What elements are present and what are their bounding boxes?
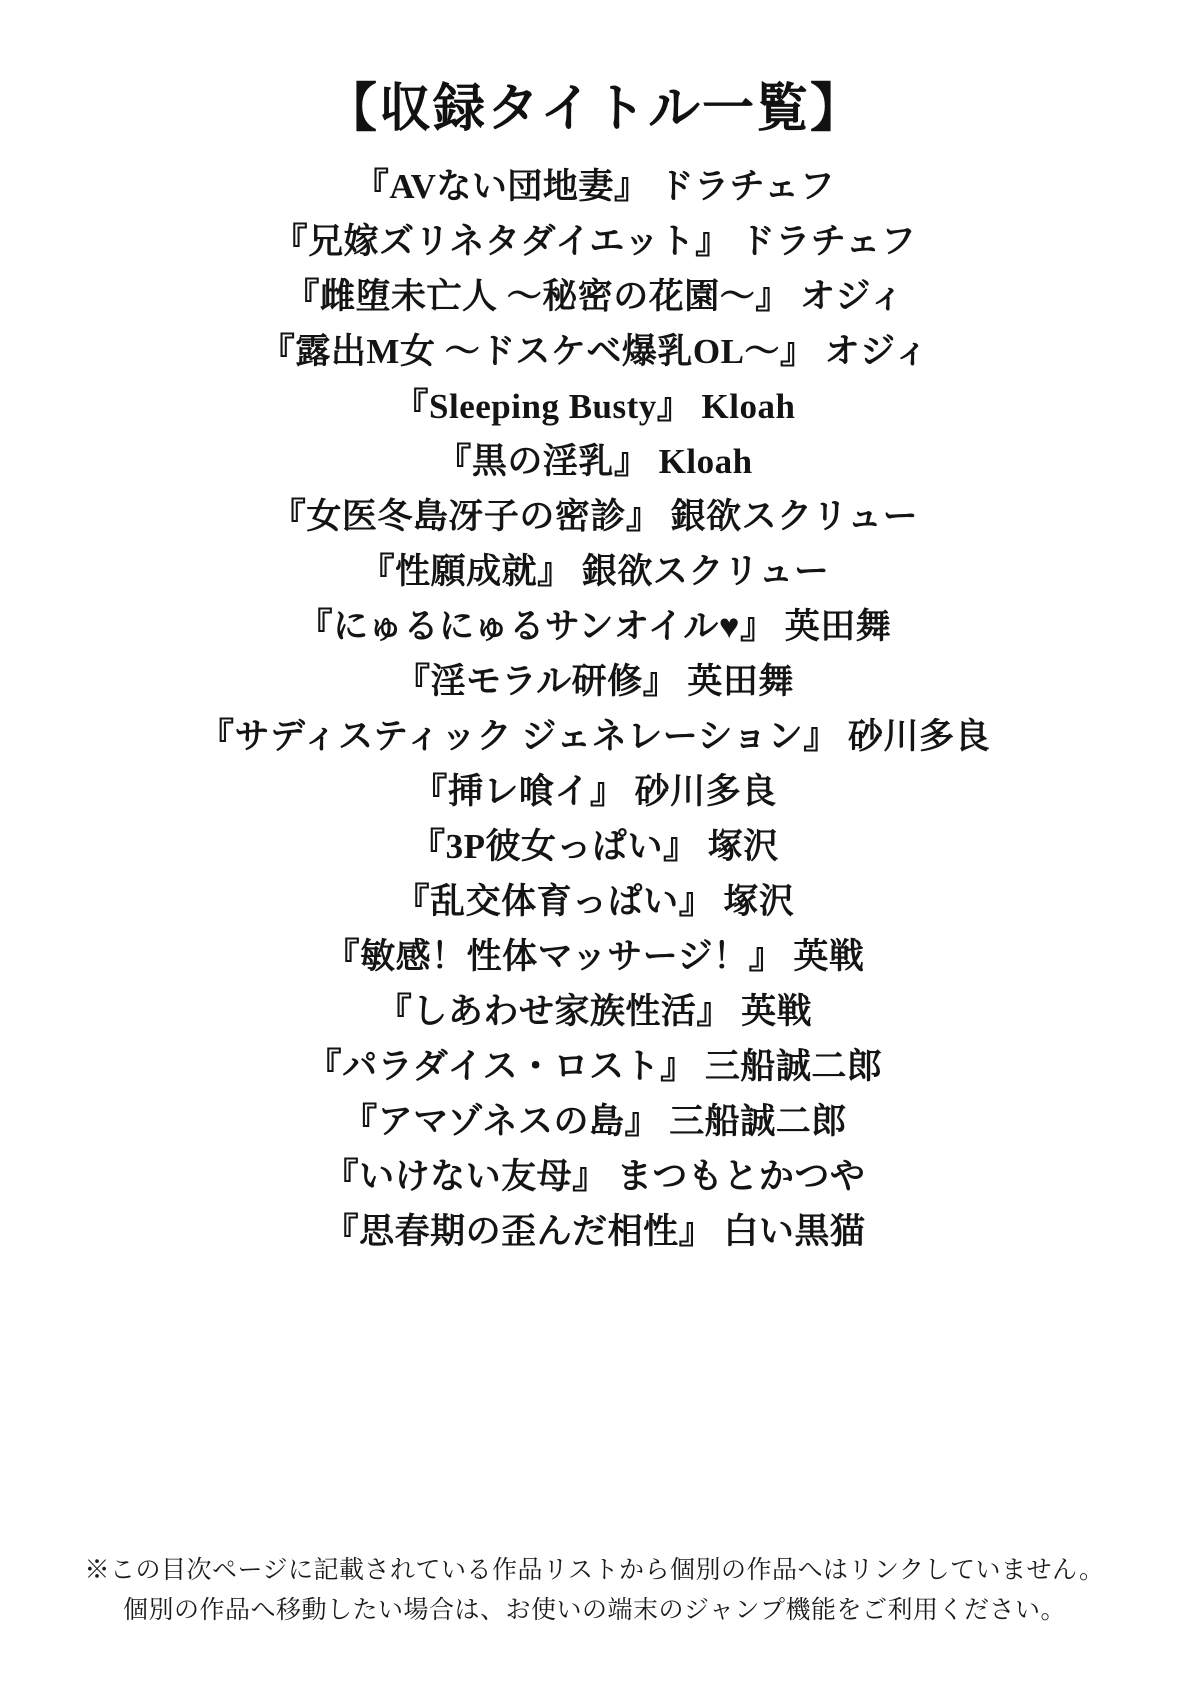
list-item: 『露出M女 ～ドスケベ爆乳OL～』 オジィ bbox=[259, 332, 930, 371]
list-item: 『しあわせ家族性活』 英戦 bbox=[376, 992, 813, 1031]
list-item: 『パラダイス・ロスト』 三船誠二郎 bbox=[306, 1047, 883, 1086]
list-item: 『Sleeping Busty』 Kloah bbox=[393, 387, 796, 426]
list-item: 『黒の淫乳』 Kloah bbox=[436, 442, 753, 481]
list-item: 『いけない友母』 まつもとかつや bbox=[323, 1157, 866, 1196]
list-item: 『淫モラル研修』 英田舞 bbox=[395, 662, 794, 701]
list-item: 『AVない団地妻』 ドラチェフ bbox=[353, 167, 836, 206]
list-item: 『乱交体育っぱい』 塚沢 bbox=[394, 882, 795, 921]
list-item: 『挿レ喰イ』 砂川多良 bbox=[412, 772, 777, 811]
list-item: 『女医冬島冴子の密診』 銀欲スクリュー bbox=[270, 497, 919, 536]
list-item: 『思春期の歪んだ相性』 白い黒猫 bbox=[323, 1212, 866, 1251]
list-item: 『サディスティック ジェネレーション』 砂川多良 bbox=[198, 717, 991, 756]
list-item: 『3P彼女っぱい』 塚沢 bbox=[410, 827, 779, 866]
list-item: 『にゅるにゅるサンオイル♥』 英田舞 bbox=[297, 607, 892, 646]
footer-note-line-1: ※この目次ページに記載されている作品リストから個別の作品へはリンクしていません。 bbox=[84, 1557, 1105, 1584]
title-list bbox=[60, 159, 1129, 1259]
list-item: 『アマゾネスの島』 三船誠二郎 bbox=[342, 1102, 847, 1141]
list-item: 『性願成就』 銀欲スクリュー bbox=[359, 552, 830, 591]
footer-note-line-2: 個別の作品へ移動したい場合は、お使いの端末のジャンプ機能をご利用ください。 bbox=[122, 1597, 1066, 1624]
page-title: 【収録タイトル一覧】 bbox=[325, 81, 864, 138]
list-item: 『雌堕未亡人 ～秘密の花園～』 オジィ bbox=[284, 277, 905, 316]
list-item: 『敏感！性体マッサージ！』 英戦 bbox=[324, 937, 865, 976]
footer-note bbox=[0, 1551, 1189, 1631]
list-item: 『兄嫁ズリネタダイエット』 ドラチェフ bbox=[272, 222, 917, 261]
